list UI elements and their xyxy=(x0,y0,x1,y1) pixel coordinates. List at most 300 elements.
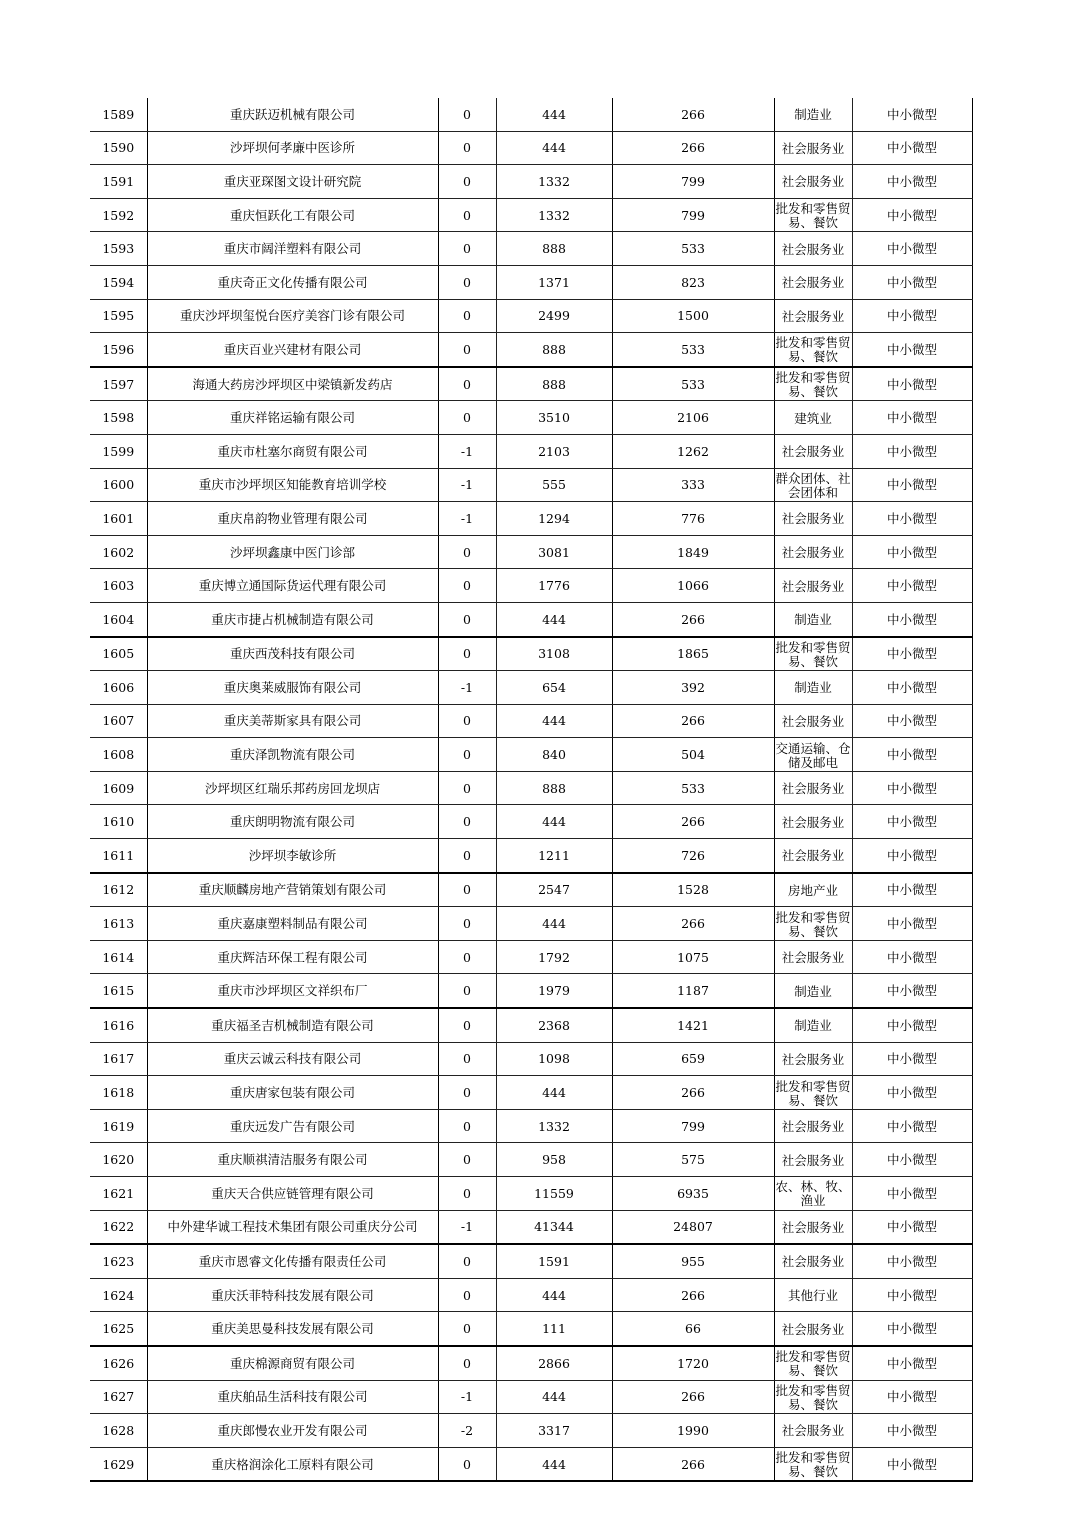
size-cell: 中小微型 xyxy=(852,1346,972,1380)
change-cell: 0 xyxy=(438,165,496,199)
industry-cell xyxy=(774,1414,852,1448)
company-name-cell: 中外建华诚工程技术集团有限公司重庆分公司 xyxy=(147,1210,438,1244)
company-name-cell: 海通大药房沙坪坝区中梁镇新发药店 xyxy=(147,367,438,401)
table-row xyxy=(90,1346,972,1380)
amount-cell: 2499 xyxy=(496,299,612,333)
company-name-cell: 重庆嘉康塑料制品有限公司 xyxy=(147,907,438,941)
change-cell: 0 xyxy=(438,907,496,941)
table-row xyxy=(90,1109,972,1143)
size-cell: 中小微型 xyxy=(852,873,972,907)
subsidy-cell: 1187 xyxy=(612,974,774,1008)
change-cell: 0 xyxy=(438,1177,496,1211)
change-cell: 0 xyxy=(438,98,496,131)
row-number-cell: 1620 xyxy=(90,1143,147,1177)
industry-text: 制造业 xyxy=(794,984,832,999)
industry-cell xyxy=(774,1210,852,1244)
row-number-cell: 1602 xyxy=(90,535,147,569)
amount-cell: 41344 xyxy=(496,1210,612,1244)
size-cell: 中小微型 xyxy=(852,232,972,266)
change-cell: 0 xyxy=(438,131,496,165)
amount-cell: 444 xyxy=(496,1380,612,1414)
industry-text: 社会服务业 xyxy=(781,309,845,324)
subsidy-cell: 266 xyxy=(612,1278,774,1312)
change-cell: 0 xyxy=(438,771,496,805)
row-number-cell: 1592 xyxy=(90,198,147,232)
subsidy-cell: 799 xyxy=(612,198,774,232)
amount-cell: 1792 xyxy=(496,940,612,974)
change-cell: -1 xyxy=(438,1380,496,1414)
subsidy-cell: 575 xyxy=(612,1143,774,1177)
industry-text: 批发和零售贸易、餐饮 xyxy=(775,336,851,365)
table-row xyxy=(90,1312,972,1346)
industry-cell xyxy=(774,401,852,435)
company-name-cell: 重庆西茂科技有限公司 xyxy=(147,637,438,671)
company-name-cell: 重庆顺麟房地产营销策划有限公司 xyxy=(147,873,438,907)
size-cell: 中小微型 xyxy=(852,401,972,435)
change-cell: 0 xyxy=(438,265,496,299)
amount-cell: 444 xyxy=(496,131,612,165)
row-number-cell: 1629 xyxy=(90,1447,147,1481)
table-row xyxy=(90,98,972,131)
change-cell: 0 xyxy=(438,1447,496,1481)
company-name-cell: 重庆郎慢农业开发有限公司 xyxy=(147,1414,438,1448)
industry-text: 批发和零售贸易、餐饮 xyxy=(775,1383,851,1412)
size-cell: 中小微型 xyxy=(852,1414,972,1448)
industry-cell xyxy=(774,602,852,636)
table-row xyxy=(90,535,972,569)
subsidy-cell: 1990 xyxy=(612,1414,774,1448)
company-name-cell: 重庆唐家包装有限公司 xyxy=(147,1076,438,1110)
size-cell: 中小微型 xyxy=(852,535,972,569)
subsidy-cell: 266 xyxy=(612,1380,774,1414)
amount-cell: 3108 xyxy=(496,637,612,671)
subsidy-cell: 823 xyxy=(612,265,774,299)
row-number-cell: 1624 xyxy=(90,1278,147,1312)
row-number-cell: 1613 xyxy=(90,907,147,941)
table-row xyxy=(90,907,972,941)
size-cell: 中小微型 xyxy=(852,265,972,299)
industry-cell xyxy=(774,232,852,266)
size-cell: 中小微型 xyxy=(852,637,972,671)
change-cell: -1 xyxy=(438,671,496,705)
change-cell: 0 xyxy=(438,299,496,333)
change-cell: 0 xyxy=(438,1278,496,1312)
industry-cell xyxy=(774,535,852,569)
industry-text: 批发和零售贸易、餐饮 xyxy=(775,910,851,939)
table-row xyxy=(90,1278,972,1312)
size-cell: 中小微型 xyxy=(852,704,972,738)
amount-cell: 1591 xyxy=(496,1244,612,1278)
amount-cell: 444 xyxy=(496,805,612,839)
industry-text: 社会服务业 xyxy=(781,512,845,527)
row-number-cell: 1622 xyxy=(90,1210,147,1244)
industry-cell xyxy=(774,1278,852,1312)
industry-text: 社会服务业 xyxy=(781,951,845,966)
table-row xyxy=(90,704,972,738)
amount-cell: 2547 xyxy=(496,873,612,907)
industry-cell xyxy=(774,569,852,603)
industry-cell xyxy=(774,839,852,873)
row-number-cell: 1607 xyxy=(90,704,147,738)
row-number-cell: 1616 xyxy=(90,1008,147,1042)
row-number-cell: 1595 xyxy=(90,299,147,333)
table-row xyxy=(90,671,972,705)
subsidy-cell: 533 xyxy=(612,771,774,805)
company-name-cell: 沙坪坝何孝廉中医诊所 xyxy=(147,131,438,165)
industry-text: 社会服务业 xyxy=(781,175,845,190)
table-row xyxy=(90,974,972,1008)
table-row xyxy=(90,401,972,435)
industry-text: 社会服务业 xyxy=(781,1220,845,1235)
subsidy-cell: 1421 xyxy=(612,1008,774,1042)
table-row xyxy=(90,637,972,671)
industry-cell xyxy=(774,367,852,401)
industry-cell xyxy=(774,637,852,671)
industry-text: 交通运输、仓储及邮电 xyxy=(775,741,851,770)
table-row xyxy=(90,1414,972,1448)
amount-cell: 1332 xyxy=(496,1109,612,1143)
industry-cell xyxy=(774,198,852,232)
subsidy-cell: 266 xyxy=(612,1447,774,1481)
size-cell: 中小微型 xyxy=(852,805,972,839)
company-name-cell: 重庆恒跃化工有限公司 xyxy=(147,198,438,232)
company-name-cell: 重庆市恩睿文化传播有限责任公司 xyxy=(147,1244,438,1278)
row-number-cell: 1596 xyxy=(90,333,147,367)
subsidy-cell: 1528 xyxy=(612,873,774,907)
amount-cell: 444 xyxy=(496,1278,612,1312)
amount-cell: 444 xyxy=(496,907,612,941)
industry-cell xyxy=(774,671,852,705)
change-cell: 0 xyxy=(438,738,496,772)
company-name-cell: 沙坪坝李敏诊所 xyxy=(147,839,438,873)
subsidy-cell: 1262 xyxy=(612,434,774,468)
amount-cell: 1776 xyxy=(496,569,612,603)
industry-text: 其他行业 xyxy=(787,1289,838,1304)
company-name-cell: 重庆天合供应链管理有限公司 xyxy=(147,1177,438,1211)
industry-text: 制造业 xyxy=(794,1019,832,1034)
industry-text: 社会服务业 xyxy=(781,276,845,291)
industry-cell xyxy=(774,873,852,907)
amount-cell: 3510 xyxy=(496,401,612,435)
table-row xyxy=(90,1210,972,1244)
size-cell: 中小微型 xyxy=(852,1177,972,1211)
amount-cell: 11559 xyxy=(496,1177,612,1211)
table-row xyxy=(90,1244,972,1278)
company-name-cell: 重庆沙坪坝玺悦台医疗美容门诊有限公司 xyxy=(147,299,438,333)
industry-cell xyxy=(774,1109,852,1143)
company-name-cell: 重庆远发广告有限公司 xyxy=(147,1109,438,1143)
row-number-cell: 1603 xyxy=(90,569,147,603)
subsidy-cell: 266 xyxy=(612,131,774,165)
size-cell: 中小微型 xyxy=(852,434,972,468)
row-number-cell: 1610 xyxy=(90,805,147,839)
size-cell: 中小微型 xyxy=(852,1278,972,1312)
change-cell: 0 xyxy=(438,1143,496,1177)
table-row xyxy=(90,1076,972,1110)
subsidy-cell: 799 xyxy=(612,165,774,199)
row-number-cell: 1591 xyxy=(90,165,147,199)
industry-cell xyxy=(774,299,852,333)
change-cell: 0 xyxy=(438,1346,496,1380)
amount-cell: 111 xyxy=(496,1312,612,1346)
change-cell: 0 xyxy=(438,704,496,738)
company-name-cell: 重庆奥莱威服饰有限公司 xyxy=(147,671,438,705)
company-name-cell: 重庆泽凯物流有限公司 xyxy=(147,738,438,772)
amount-cell: 888 xyxy=(496,771,612,805)
industry-cell xyxy=(774,468,852,502)
data-table xyxy=(90,98,973,1482)
size-cell: 中小微型 xyxy=(852,1210,972,1244)
company-name-cell: 重庆辉洁环保工程有限公司 xyxy=(147,940,438,974)
industry-text: 社会服务业 xyxy=(781,579,845,594)
table-row xyxy=(90,502,972,536)
amount-cell: 444 xyxy=(496,1447,612,1481)
table-row xyxy=(90,940,972,974)
row-number-cell: 1619 xyxy=(90,1109,147,1143)
change-cell: 0 xyxy=(438,367,496,401)
table-row xyxy=(90,434,972,468)
change-cell: 0 xyxy=(438,1244,496,1278)
change-cell: 0 xyxy=(438,1042,496,1076)
subsidy-cell: 66 xyxy=(612,1312,774,1346)
subsidy-cell: 776 xyxy=(612,502,774,536)
row-number-cell: 1628 xyxy=(90,1414,147,1448)
change-cell: 0 xyxy=(438,1312,496,1346)
amount-cell: 840 xyxy=(496,738,612,772)
size-cell: 中小微型 xyxy=(852,1076,972,1110)
subsidy-cell: 1500 xyxy=(612,299,774,333)
subsidy-cell: 955 xyxy=(612,1244,774,1278)
row-number-cell: 1626 xyxy=(90,1346,147,1380)
amount-cell: 3317 xyxy=(496,1414,612,1448)
industry-text: 社会服务业 xyxy=(781,782,845,797)
change-cell: 0 xyxy=(438,637,496,671)
company-name-cell: 沙坪坝鑫康中医门诊部 xyxy=(147,535,438,569)
size-cell: 中小微型 xyxy=(852,738,972,772)
industry-cell xyxy=(774,1076,852,1110)
subsidy-cell: 533 xyxy=(612,367,774,401)
table-row xyxy=(90,333,972,367)
company-name-cell: 重庆亚琛图文设计研究院 xyxy=(147,165,438,199)
amount-cell: 958 xyxy=(496,1143,612,1177)
industry-cell xyxy=(774,1177,852,1211)
company-name-cell: 重庆美蒂斯家具有限公司 xyxy=(147,704,438,738)
subsidy-cell: 266 xyxy=(612,602,774,636)
size-cell: 中小微型 xyxy=(852,1143,972,1177)
row-number-cell: 1609 xyxy=(90,771,147,805)
table-row xyxy=(90,468,972,502)
change-cell: -1 xyxy=(438,1210,496,1244)
size-cell: 中小微型 xyxy=(852,1380,972,1414)
table-row xyxy=(90,839,972,873)
subsidy-cell: 266 xyxy=(612,98,774,131)
company-name-cell: 重庆顺祺清洁服务有限公司 xyxy=(147,1143,438,1177)
industry-text: 社会服务业 xyxy=(781,815,845,830)
row-number-cell: 1615 xyxy=(90,974,147,1008)
change-cell: 0 xyxy=(438,535,496,569)
row-number-cell: 1606 xyxy=(90,671,147,705)
size-cell: 中小微型 xyxy=(852,940,972,974)
subsidy-cell: 6935 xyxy=(612,1177,774,1211)
amount-cell: 3081 xyxy=(496,535,612,569)
change-cell: 0 xyxy=(438,1109,496,1143)
company-name-cell: 重庆美思曼科技发展有限公司 xyxy=(147,1312,438,1346)
change-cell: 0 xyxy=(438,873,496,907)
change-cell: -2 xyxy=(438,1414,496,1448)
table-row xyxy=(90,1447,972,1481)
row-number-cell: 1608 xyxy=(90,738,147,772)
subsidy-cell: 1849 xyxy=(612,535,774,569)
size-cell: 中小微型 xyxy=(852,839,972,873)
amount-cell: 444 xyxy=(496,602,612,636)
industry-cell xyxy=(774,704,852,738)
industry-text: 制造业 xyxy=(794,681,832,696)
table-row xyxy=(90,1177,972,1211)
subsidy-cell: 1865 xyxy=(612,637,774,671)
size-cell: 中小微型 xyxy=(852,468,972,502)
subsidy-cell: 726 xyxy=(612,839,774,873)
industry-text: 社会服务业 xyxy=(781,546,845,561)
company-name-cell: 重庆帛韵物业管理有限公司 xyxy=(147,502,438,536)
row-number-cell: 1600 xyxy=(90,468,147,502)
industry-cell xyxy=(774,1143,852,1177)
amount-cell: 2866 xyxy=(496,1346,612,1380)
table-row xyxy=(90,1143,972,1177)
industry-cell xyxy=(774,165,852,199)
amount-cell: 444 xyxy=(496,704,612,738)
change-cell: 0 xyxy=(438,1008,496,1042)
subsidy-cell: 533 xyxy=(612,232,774,266)
industry-text: 社会服务业 xyxy=(781,242,845,257)
row-number-cell: 1623 xyxy=(90,1244,147,1278)
amount-cell: 2368 xyxy=(496,1008,612,1042)
table-body xyxy=(90,98,972,1481)
table-row xyxy=(90,569,972,603)
industry-text: 社会服务业 xyxy=(781,714,845,729)
subsidy-cell: 1066 xyxy=(612,569,774,603)
industry-cell xyxy=(774,974,852,1008)
row-number-cell: 1625 xyxy=(90,1312,147,1346)
row-number-cell: 1614 xyxy=(90,940,147,974)
industry-text: 制造业 xyxy=(794,613,832,628)
size-cell: 中小微型 xyxy=(852,1312,972,1346)
table-row xyxy=(90,299,972,333)
industry-text: 房地产业 xyxy=(787,883,838,898)
size-cell: 中小微型 xyxy=(852,771,972,805)
change-cell: 0 xyxy=(438,401,496,435)
company-name-cell: 重庆市阔洋塑料有限公司 xyxy=(147,232,438,266)
subsidy-cell: 533 xyxy=(612,333,774,367)
company-name-cell: 重庆百业兴建材有限公司 xyxy=(147,333,438,367)
size-cell: 中小微型 xyxy=(852,333,972,367)
size-cell: 中小微型 xyxy=(852,98,972,131)
industry-cell xyxy=(774,333,852,367)
row-number-cell: 1618 xyxy=(90,1076,147,1110)
table-row xyxy=(90,131,972,165)
change-cell: 0 xyxy=(438,602,496,636)
company-name-cell: 重庆奇正文化传播有限公司 xyxy=(147,265,438,299)
industry-cell xyxy=(774,1312,852,1346)
industry-cell xyxy=(774,907,852,941)
table-row xyxy=(90,602,972,636)
amount-cell: 888 xyxy=(496,333,612,367)
amount-cell: 888 xyxy=(496,367,612,401)
company-name-cell: 重庆舶品生活科技有限公司 xyxy=(147,1380,438,1414)
row-number-cell: 1604 xyxy=(90,602,147,636)
industry-text: 社会服务业 xyxy=(781,1153,845,1168)
size-cell: 中小微型 xyxy=(852,907,972,941)
table-row xyxy=(90,771,972,805)
amount-cell: 444 xyxy=(496,98,612,131)
size-cell: 中小微型 xyxy=(852,1042,972,1076)
industry-text: 社会服务业 xyxy=(781,445,845,460)
size-cell: 中小微型 xyxy=(852,299,972,333)
amount-cell: 444 xyxy=(496,1076,612,1110)
change-cell: 0 xyxy=(438,974,496,1008)
table-row xyxy=(90,367,972,401)
row-number-cell: 1593 xyxy=(90,232,147,266)
company-name-cell: 重庆沃菲特科技发展有限公司 xyxy=(147,1278,438,1312)
amount-cell: 1294 xyxy=(496,502,612,536)
industry-cell xyxy=(774,1380,852,1414)
size-cell: 中小微型 xyxy=(852,502,972,536)
row-number-cell: 1611 xyxy=(90,839,147,873)
company-name-cell: 重庆朗明物流有限公司 xyxy=(147,805,438,839)
company-name-cell: 重庆福圣吉机械制造有限公司 xyxy=(147,1008,438,1042)
industry-text: 社会服务业 xyxy=(781,1052,845,1067)
subsidy-cell: 333 xyxy=(612,468,774,502)
size-cell: 中小微型 xyxy=(852,974,972,1008)
industry-text: 社会服务业 xyxy=(781,1255,845,1270)
industry-text: 群众团体、社会团体和 xyxy=(775,471,851,500)
subsidy-cell: 2106 xyxy=(612,401,774,435)
subsidy-cell: 1075 xyxy=(612,940,774,974)
subsidy-cell: 1720 xyxy=(612,1346,774,1380)
size-cell: 中小微型 xyxy=(852,1008,972,1042)
industry-text: 社会服务业 xyxy=(781,849,845,864)
amount-cell: 1332 xyxy=(496,198,612,232)
amount-cell: 1979 xyxy=(496,974,612,1008)
subsidy-cell: 24807 xyxy=(612,1210,774,1244)
amount-cell: 888 xyxy=(496,232,612,266)
table-row xyxy=(90,265,972,299)
row-number-cell: 1621 xyxy=(90,1177,147,1211)
change-cell: 0 xyxy=(438,569,496,603)
industry-cell xyxy=(774,771,852,805)
table-row xyxy=(90,165,972,199)
size-cell: 中小微型 xyxy=(852,1447,972,1481)
amount-cell: 2103 xyxy=(496,434,612,468)
industry-cell xyxy=(774,434,852,468)
industry-text: 农、林、牧、渔业 xyxy=(775,1180,851,1209)
industry-cell xyxy=(774,1008,852,1042)
industry-cell xyxy=(774,1346,852,1380)
company-name-cell: 重庆市沙坪坝区文祥织布厂 xyxy=(147,974,438,1008)
industry-text: 批发和零售贸易、餐饮 xyxy=(775,371,851,400)
subsidy-cell: 504 xyxy=(612,738,774,772)
company-name-cell: 重庆市杜塞尔商贸有限公司 xyxy=(147,434,438,468)
table-row xyxy=(90,232,972,266)
subsidy-cell: 266 xyxy=(612,704,774,738)
industry-text: 社会服务业 xyxy=(781,141,845,156)
size-cell: 中小微型 xyxy=(852,165,972,199)
row-number-cell: 1594 xyxy=(90,265,147,299)
industry-cell xyxy=(774,805,852,839)
table-row xyxy=(90,738,972,772)
change-cell: 0 xyxy=(438,805,496,839)
subsidy-cell: 266 xyxy=(612,1076,774,1110)
table-row xyxy=(90,805,972,839)
